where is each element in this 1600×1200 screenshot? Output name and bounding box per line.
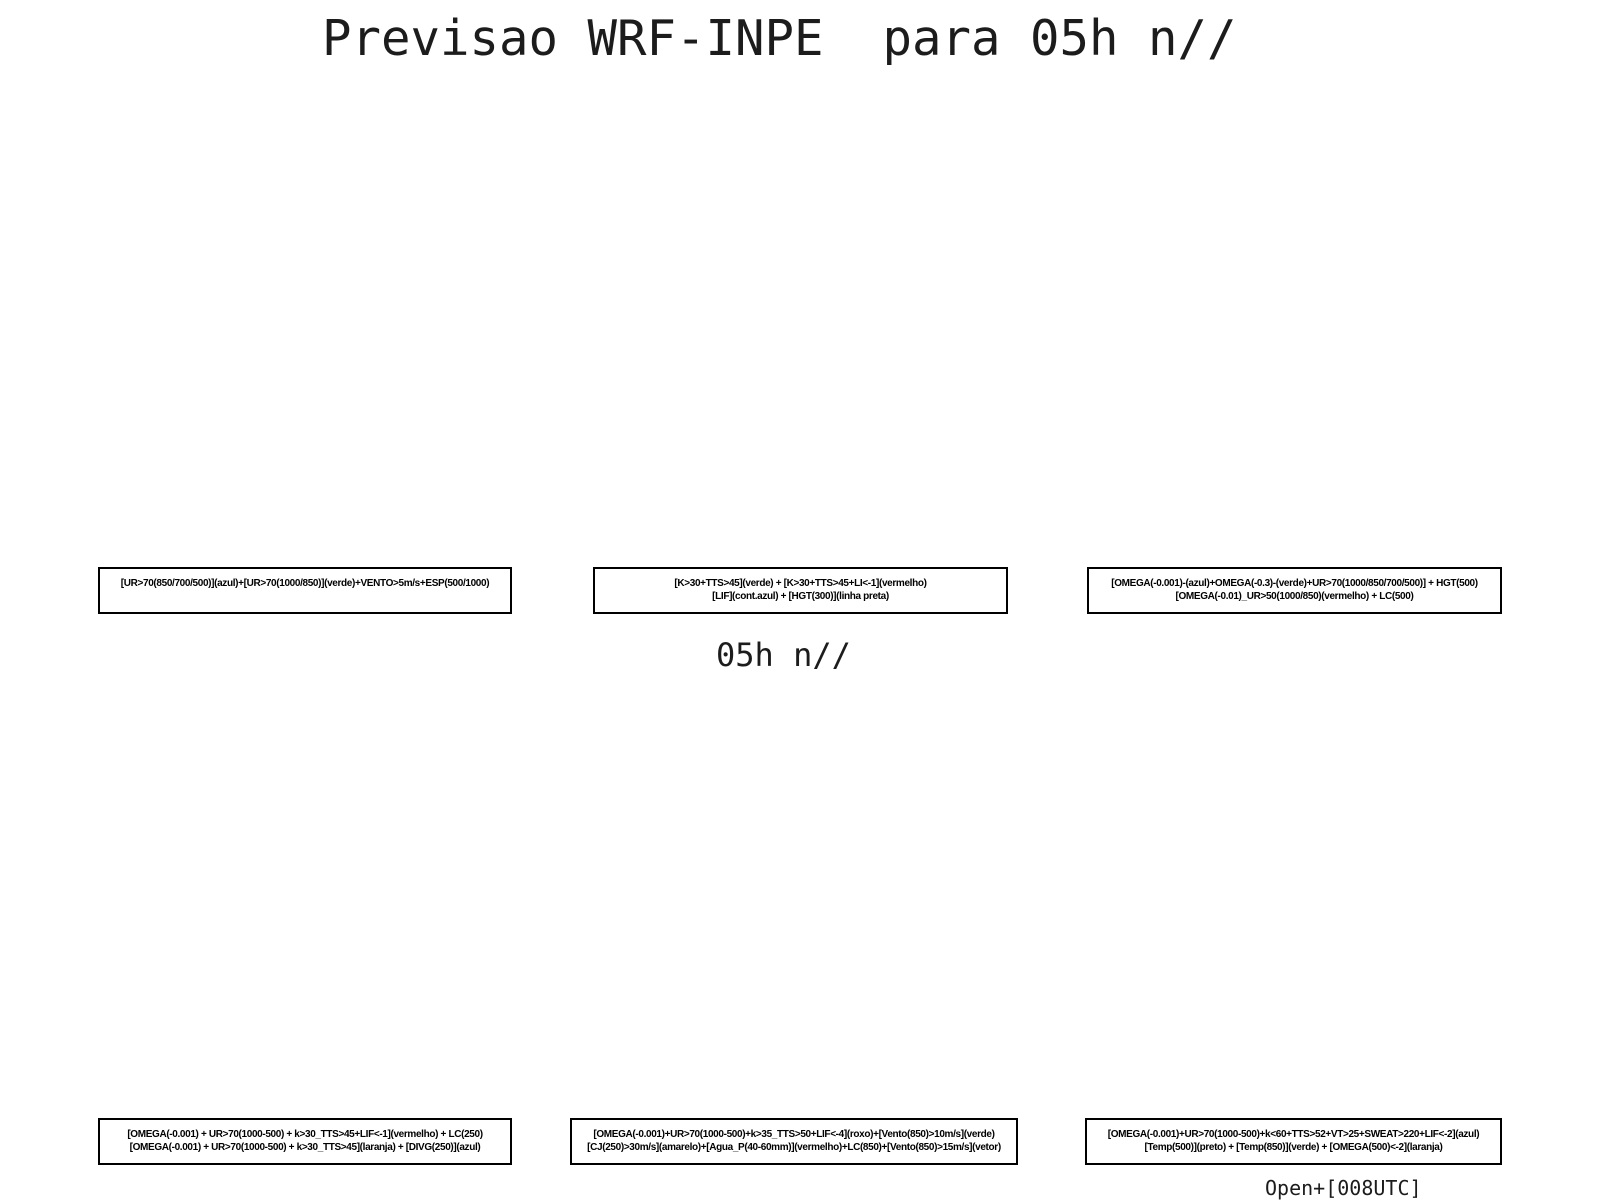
legend-line: [OMEGA(-0.01)_UR>50(1000/850)(vermelho) + LC(500) [1175,591,1414,602]
legend-panel-bottom-left [98,1118,512,1165]
legend-line: [CJ(250)>30m/s](amarelo)+[Agua_P(40-60mm)](vermelho)+LC(850)+[Vento(850)>15m/s](vetor) [587,1142,1001,1153]
legend-line: [OMEGA(-0.001)+UR>70(1000-500)+k>35_TTS>50+LIF<-4](roxo)+[Vento(850)>10m/s](verde) [593,1129,995,1140]
legend-line: [OMEGA(-0.001)-(azul)+OMEGA(-0.3)-(verde)+UR>70(1000/850/700/500)] + HGT(500) [1111,578,1478,589]
center-time-label: 05h n// [716,636,851,674]
legend-line: [OMEGA(-0.001) + UR>70(1000-500) + k>30_TTS>45+LIF<-1](vermelho) + LC(250) [127,1129,483,1140]
legend-line: [OMEGA(-0.001) + UR>70(1000-500) + k>30_TTS>45](laranja) + [DIVG(250)](azul) [129,1142,481,1153]
legend-line: [UR>70(850/700/500)](azul)+[UR>70(1000/850)](verde)+VENTO>5m/s+ESP(500/1000) [120,578,490,589]
legend-panel-bottom-right [1085,1118,1502,1165]
legend-panel-top-left [98,567,512,614]
legend-panel-bottom-center [570,1118,1018,1165]
legend-panel-top-center [593,567,1008,614]
page-title: Previsao WRF-INPE para 05h n// [322,10,1237,67]
legend-line: [K>30+TTS>45](verde) + [K>30+TTS>45+LI<-1](vermelho) [674,578,927,589]
legend-line: [Temp(500)](preto) + [Temp(850)](verde) + [OMEGA(500)<-2](laranja) [1144,1142,1443,1153]
footer-run-label: Open+[008UTC] [1265,1176,1422,1200]
legend-panel-top-right [1087,567,1502,614]
legend-line: [OMEGA(-0.001)+UR>70(1000-500)+k<60+TTS>52+VT>25+SWEAT>220+LIF<-2](azul) [1107,1129,1480,1140]
legend-line: [LIF](cont.azul) + [HGT(300)](linha preta) [712,591,889,602]
